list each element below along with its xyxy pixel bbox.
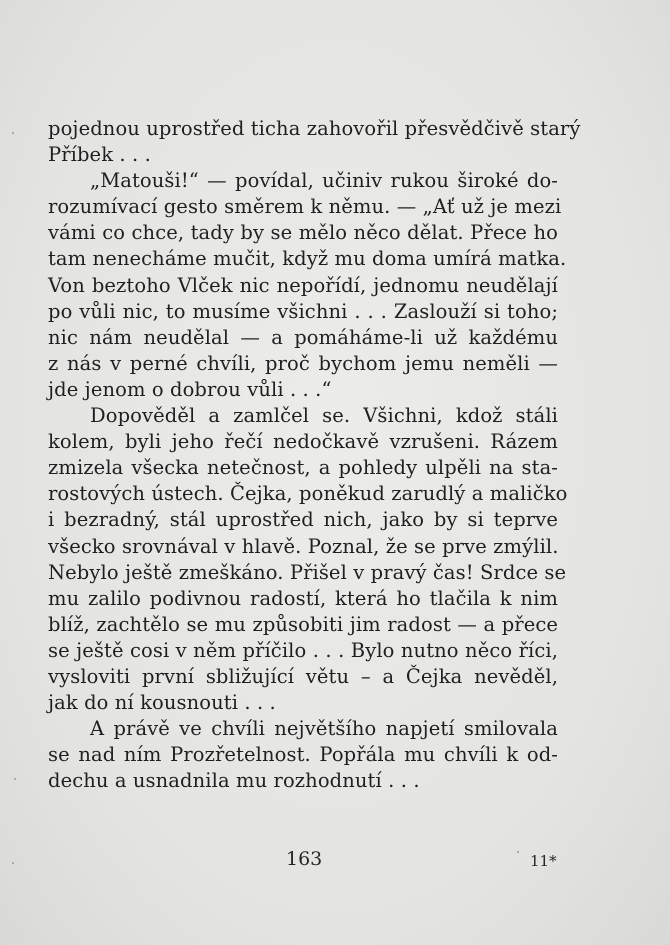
paper-speck [517,851,519,853]
text-line: Von beztoho Vlček nic nepořídí, jednomu neudělají [48,273,558,297]
text-line: z nás v perné chvíli, proč bychom jemu neměli — [48,351,558,375]
text-line: rozumívací gesto směrem k němu. — „Ať už je mezi [48,195,562,219]
text-line: jak do ní kousnouti . . . [48,691,276,715]
text-line: pojednou uprostřed ticha zahovořil přesvědčivě starý [48,117,581,140]
text-line: se ještě cosi v něm příčilo . . . Bylo nutno něco říci, [48,638,558,662]
body-text [48,116,581,794]
text-line: Nebylo ještě zmeškáno. Přišel v pravý čas! Srdce se [48,560,567,584]
text-line: zmizela všecka netečnost, a pohledy ulpěli na sta- [48,456,558,480]
paper-speck [12,132,14,134]
text-line: kolem, byli jeho řečí nedočkavě vzrušeni. Rázem [48,430,558,454]
paper-speck [14,778,16,780]
signature-mark: 11* [530,852,557,870]
text-line: se nad ním Prozřetelnost. Popřála mu chvíli k od- [48,743,558,767]
text-line: vysloviti první sbližující větu – a Čejka nevěděl, [48,664,558,688]
text-line: Dopověděl a zamlčel se. Všichni, kdož stáli [90,404,558,428]
text-line: A právě ve chvíli největšího napjetí smilovala [90,717,558,741]
text-line: rostových ústech. Čejka, poněkud zarudlý a maličko [48,482,568,506]
text-line: Příbek . . . [48,143,151,167]
page-number: 163 [286,848,323,870]
text-line: všecko srovnával v hlavě. Poznal, že se prve zmýlil. [48,534,559,558]
text-line: jde jenom o dobrou vůli . . .“ [48,377,332,401]
text-line: blíž, zachtělo se mu způsobiti jim radost — a přece [48,612,558,636]
text-line: tam nenecháme mučit, když mu doma umírá matka. [48,247,567,271]
paper-speck [12,862,14,864]
text-line: po vůli nic, to musíme všichni . . . Zaslouží si toho; [48,299,558,323]
text-line: i bezradný, stál uprostřed nich, jako by si teprve [48,508,558,532]
text-line: nic nám neudělal — a pomáháme-li už každému [48,325,558,349]
text-line: dechu a usnadnila mu rozhodnutí . . . [48,769,420,793]
text-line: mu zalilo podivnou radostí, která ho tlačila k nim [48,586,558,610]
text-line: „Matouši!“ — povídal, učiniv rukou široké do- [90,169,558,193]
text-line: vámi co chce, tady by se mělo něco dělat. Přece ho [48,221,558,245]
